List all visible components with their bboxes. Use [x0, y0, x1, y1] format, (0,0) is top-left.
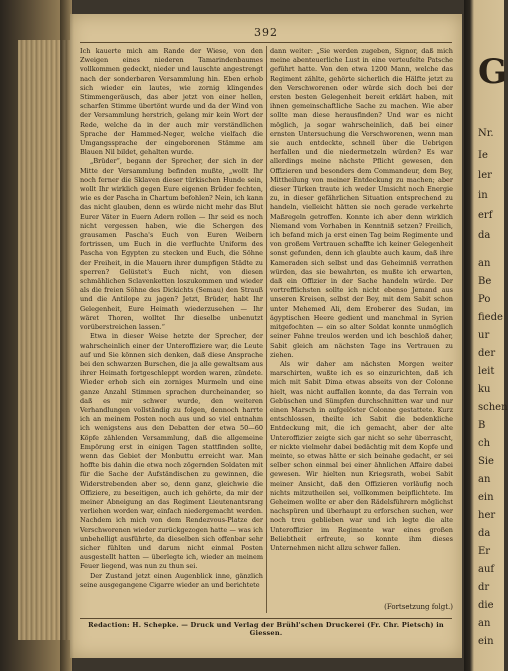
facing-text: da	[478, 528, 491, 539]
imprint-footer: Redaction: H. Schepke. — Druck und Verlag der Brühl'schen Druckerei (Fr. Chr. Pietsch) in Giessen.	[88, 621, 444, 637]
paragraph: Ich kauerte mich am Rande der Wiese, von den Zweigen eines niederen Tamarindenbaumes vollkommen gedeckt, nieder und lauschte angestrengt nach der sonderbaren Versammlung hin. Eben erhob sich wieder ein lautes, wie zornig klingendes Stimmengeräusch, das aber jetzt von einer hellen, scharfen Stimme übertönt wurde und da der Wind von der Versammlung herstrich, gelang mir kein Wort der Rede, welche da in der auch mir verständlichen Sprache der Hammed-Neger, welche vielfach die Umgangssprache der eingeborenen Stämme am Blauen Nil bildet, gehalten wurde.	[80, 47, 263, 157]
column-divider	[266, 46, 267, 613]
facing-text: an	[478, 618, 491, 629]
facing-page-edge	[464, 0, 508, 671]
continued-note: (Fortsetzung folgt.)	[384, 603, 453, 611]
paragraph: dann weiter: „Sie werden zugeben, Signor, daß mich meine abenteuerliche Lust in eine verteufelte Patsche geführt hatte. Von den etwa 1200 Mann, welche das Regiment zählte, gehörte sicherlich die Hälfte jetzt zu den Verschworenen oder würde sich doch bei der ersten besten Gelegenheit bereit erklärt haben, mit ihnen gemeinschaftliche Sache zu machen. Wie aber sollte man diese herausfinden? Und war es nicht möglich, ja sogar wahrscheinlich, daß bei einer ernsten Untersuchung die Verschworenen, wenn man sie auch entdeckte, schnell über die Uebrigen herfallen und die niedermetzeln würden? Es war allerdings meine nächste Pflicht gewesen, den Offizieren und besonders dem Commandeur, dem Bey, Mittheilung von meiner Entdeckung zu machen; aber dieser Türken traute ich weder Umsicht noch Energie zu, in dieser gefährlichen Situation entsprechend zu handeln, vielleicht hätten sie noch gerade verkehrte Maßregeln getroffen. Konnte ich aber denn wirklich Niemand vom Vorhaben in Kenntniß setzen? Freilich, ich befand mich ja erst einen Tag beim Regimente und von großem Vertrauen schaffte ich keiner Gelegenheit sonst gefunden, denn ich glaubte auch kaum, daß ihre Kameraden sich selbst und das Geheimniß verrathen würden, das sie bewahrten, es mußte ich erwarten, daß ein Offizier in der Sache handeln würde. Der vortrefflichsten sollte ich nicht ebenso Jemand aus unseren Kreisen, selbst der Bey, mit dem Sabit schon unter Mehemed Ali, dem Eroberer des Sudan, im ägyptischen Heere gedient und manchmal in Syrien mitgefochten — ein so alter Soldat konnte unmöglich seiner Fahne treulos werden und ich beschloß daher, Sabit gleich am nächsten Tage ins Vertrauen zu ziehen.	[270, 47, 453, 359]
facing-text: ler	[478, 170, 492, 181]
facing-text: Er	[478, 546, 491, 557]
facing-text: an	[478, 474, 491, 485]
page-number: 392	[254, 26, 278, 39]
facing-text: her	[478, 510, 496, 521]
paragraph: „Brüder“, begann der Sprecher, der sich in der Mitte der Versammlung befinden mußte, „wollt Ihr noch ferner die Sklaven dieser türkischen Hunde sein, wollt Ihr wirklich gegen Eure eigenen Brüder fechten, wie es der Pascha in Chartum befohlen? Nein, ich kann das nicht glauben, denn es würde nicht mehr das Blut Eurer Väter in Euern Adern rollen — Ihr seid es noch nicht vergessen haben, wie die Schergen des grausamen Pascha's Euch von Euren Weibern fortrissen, um Euch in die verfluchte Uniform des Pascha von Egypten zu stecken und Euch, die Söhne der Freiheit, in die Mauern ihrer dumpfigen Städte zu sperren? Gelüstet's Euch nicht, von diesen schmählichen Sclavenketten loszukommen und wieder als die freien Söhne des Dickichts (Semau) den Strauß und die Antilope zu jagen? Jetzt, Brüder, habt Ihr Gelegenheit, Eure Heimath wiederzusehen — Ihr wäret Thoren, wolltet Ihr dieselbe unbenutzt vorüberstreichen lassen.“	[80, 157, 263, 332]
facing-text: Ie	[478, 150, 488, 161]
facing-text: ku	[478, 384, 491, 395]
facing-text: ein	[478, 492, 494, 503]
facing-page-masthead: G	[478, 52, 508, 92]
facing-text: in	[478, 190, 488, 201]
facing-text: erf	[478, 210, 493, 221]
facing-text: Nr.	[478, 128, 494, 139]
facing-text: an	[478, 258, 491, 269]
facing-text: ch	[478, 438, 491, 449]
header-rule	[80, 42, 452, 43]
facing-text: schen	[478, 402, 508, 413]
facing-text: ein	[478, 636, 494, 647]
facing-text: die	[478, 600, 494, 611]
left-column	[80, 47, 263, 590]
facing-text: auf	[478, 564, 495, 575]
footer-rule	[80, 618, 452, 619]
paragraph: Etwa in dieser Weise hetzte der Sprecher, der wahrscheinlich einer der Unteroffiziere war, die Leute auf und Sie können sich denken, daß diese Ansprache bei den schwarzen Burschen, die ja alle gewaltsam aus ihrer Heimath fortgeschleppt worden waren, zündete. Wieder erhob sich ein zorniges Murmeln und eine ganze Anzahl Stimmen sprachen durcheinander, so daß es mir schwer wurde, den weiteren Verhandlungen vollständig zu folgen, dennoch harrte ich an meinem Posten noch aus und so viel entnahm ich wenigstens aus den Debatten der etwa 50—60 Köpfe zählenden Versammlung, daß die allgemeine Empörung erst in einigen Tagen stattfinden sollte, wenn das Gebiet der Monbuttu erreicht war. Man hoffte bis dahin die etwa noch zögernden Soldaten mit für die Sache der Aufständischen zu gewinnen, die Widerstrebenden aber so, denn ganz, gleichwie die Offiziere, zu beseitigen, auch ich gehörte, da mir der meiner Abneigung an das Regiment Lieutenantsrang verliehen worden war, einfach niedergemacht werden. Nachdem ich mich von dem Rendezvous-Platze der Verschworenen wieder zurückgezogen hatte — was ich unbehelligt ausführte, da dieselben sich offenbar sehr sicher fühlten und darum nicht einmal Posten ausgestellt hatten — überlegte ich, wieder an meinem Feuer liegend, was nun zu thun sei.	[80, 332, 263, 571]
facing-text: Sie	[478, 456, 494, 467]
facing-text: Po	[478, 294, 491, 305]
right-column	[270, 47, 453, 553]
facing-text: da	[478, 230, 491, 241]
facing-text: dr	[478, 582, 490, 593]
facing-text: ur	[478, 330, 490, 341]
facing-text: leit	[478, 366, 495, 377]
page-fold-shadow	[60, 0, 74, 671]
book-page	[70, 14, 462, 658]
facing-text: B	[478, 420, 486, 431]
paragraph: Der Zustand jetzt einen Augenblick inne, gänzlich seine ausgegangene Cigarre wieder an und berichtete	[80, 571, 263, 589]
facing-text: Be	[478, 276, 492, 287]
facing-text: fiede	[478, 312, 503, 323]
facing-text: der	[478, 348, 496, 359]
paragraph: Als wir daher am nächsten Morgen weiter marschirten, wußte ich es so einzurichten, daß ich mich mit Sabit Dima etwas abseits von der Colonne hielt, was nicht auffallen konnte, da das Terrain von Gebüschen und Sümpfen durchschnitten war und nur einen Marsch in aufgelöster Colonne gestattete. Kurz entschlossen, theilte ich Sabit die bedenkliche Entdeckung mit, die ich gemacht, aber der alte Unteroffizier zeigte sich gar nicht so sehr überrascht, er nickte vielmehr dabei bedächtig mit dem Kopfe und meinte, so etwas hätte er sich beinahe gedacht, er sei selber schon einmal bei einer ähnlichen Affaire dabei gewesen. Wir hielten nun Kriegsrath, wobei Sabit meiner Ansicht, daß den Offizieren vorläufig noch nichts mitzutheilen sei, vollkommen beipflichtete. Im Geheimen wollte er aber den Rädelsführern möglichst nachspüren und überhaupt zu erforschen suchen, wer noch treu geblieben war und ich legte die alte Unteroffizier im Regimente war eines großen Beliebtheit erfreute, so konnte ihm dieses Unternehmen nicht allzu schwer fallen.	[270, 359, 453, 552]
